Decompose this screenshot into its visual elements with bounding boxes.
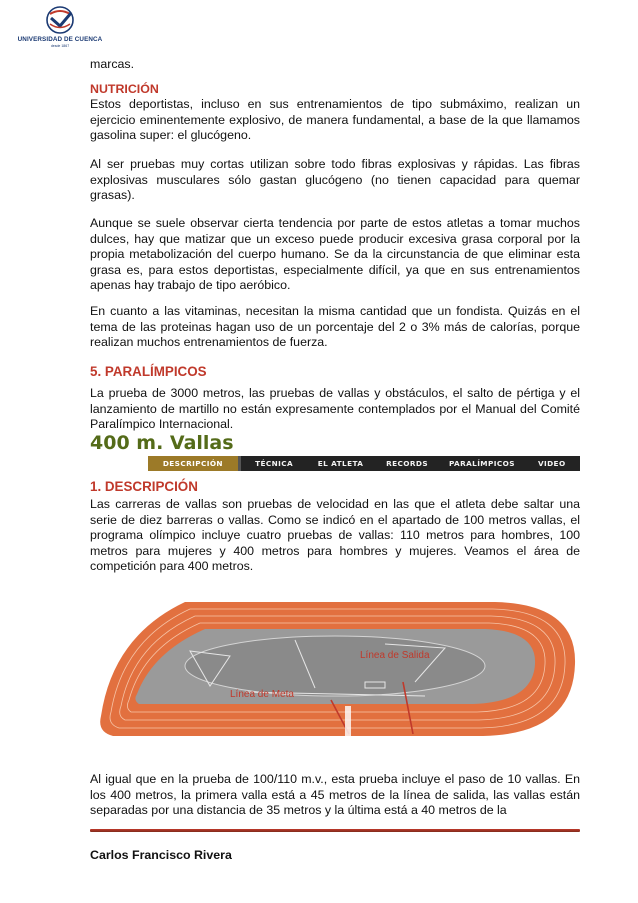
tab-tecnica[interactable]: TÉCNICA (255, 459, 294, 468)
nutricion-paragraph-4: En cuanto a las vitaminas, necesitan la misma cantidad que un fondista. Quizás en el tema de las proteinas hagan uso de un porcentaje del 2 o 3% más de calorías, porque realizan muchos entrenamientos de fuerza. (90, 304, 580, 350)
tab-records[interactable]: RECORDS (386, 459, 429, 468)
university-emblem-icon (10, 4, 110, 36)
paralimpicos-heading: 5. PARALÍMPICOS (90, 364, 207, 379)
track-diagram (95, 596, 580, 741)
paralimpicos-paragraph: La prueba de 3000 metros, las pruebas de vallas y obstáculos, el salto de pértiga y el lanzamiento de martillo no están expresamente contemplados por el Manual del Comité Paralímpico Internacional. (90, 386, 580, 432)
descripcion-paragraph-2: Al igual que en la prueba de 100/110 m.v., esta prueba incluye el paso de 10 vallas. En los 400 metros, la primera valla está a 45 metros de la línea de salida, las vallas están separadas por una distancia de 35 metros y la última está a 40 metros de la (90, 772, 580, 818)
event-title: 400 m. Vallas (90, 432, 234, 454)
tab-descripcion[interactable]: DESCRIPCIÓN (148, 456, 241, 471)
descripcion-paragraph-1: Las carreras de vallas son pruebas de velocidad en las que el atleta debe saltar una serie de diez barreras o vallas. Como se indicó en el apartado de 100 metros vallas, el programa olímpico incluye cuatro pruebas de vallas: 110 metros para hombres, 100 metros para mujeres y 400 metros para hombres y mujeres. Veamos el área de competición para 400 metros. (90, 497, 580, 574)
event-tab-bar (148, 456, 580, 471)
infield-field (185, 636, 485, 696)
footer-divider (90, 829, 580, 832)
continued-fragment: marcas. (90, 57, 135, 71)
tab-el-atleta[interactable]: EL ATLETA (317, 459, 364, 468)
finish-line-marker (345, 706, 351, 736)
nutricion-paragraph-3: Aunque se suele observar cierta tendencia por parte de estos atletas a tomar muchos dulces, hay que matizar que un exceso puede producir excesiva grasa corporal por la propia metabolización del cuerpo humano. Se da la circunstancia de que eliminar esta grasa es, para estos deportistas, especialmente difícil, ya que en sus entrenamientos apenas hay trabajo de tipo aeróbico. (90, 216, 580, 293)
university-name: UNIVERSIDAD DE CUENCA (17, 36, 103, 43)
finish-line-label: Línea de Meta (230, 689, 294, 700)
descripcion-heading: 1. DESCRIPCIÓN (90, 479, 198, 494)
tab-video[interactable]: VIDEO (537, 459, 566, 468)
nutricion-paragraph-1: Estos deportistas, incluso en sus entrenamientos de tipo submáximo, realizan un ejercicio eminentemente explosivo, de manera fundamental, a base de la que llamamos gasolina super: el glucógeno. (90, 97, 580, 143)
university-founded: desde 1867 (50, 44, 70, 48)
nutricion-heading: NUTRICIÓN (90, 82, 159, 96)
footer-author: Carlos Francisco Rivera (90, 848, 232, 862)
tab-paralimpicos[interactable]: PARALÍMPICOS (448, 459, 515, 468)
nutricion-paragraph-2: Al ser pruebas muy cortas utilizan sobre todo fibras explosivas y rápidas. Las fibras explosivas musculares sólo gastan glucógeno (no tienen capacidad para quemar grasas). (90, 157, 580, 203)
university-logo (10, 4, 110, 52)
start-line-label: Línea de Salida (360, 650, 430, 661)
